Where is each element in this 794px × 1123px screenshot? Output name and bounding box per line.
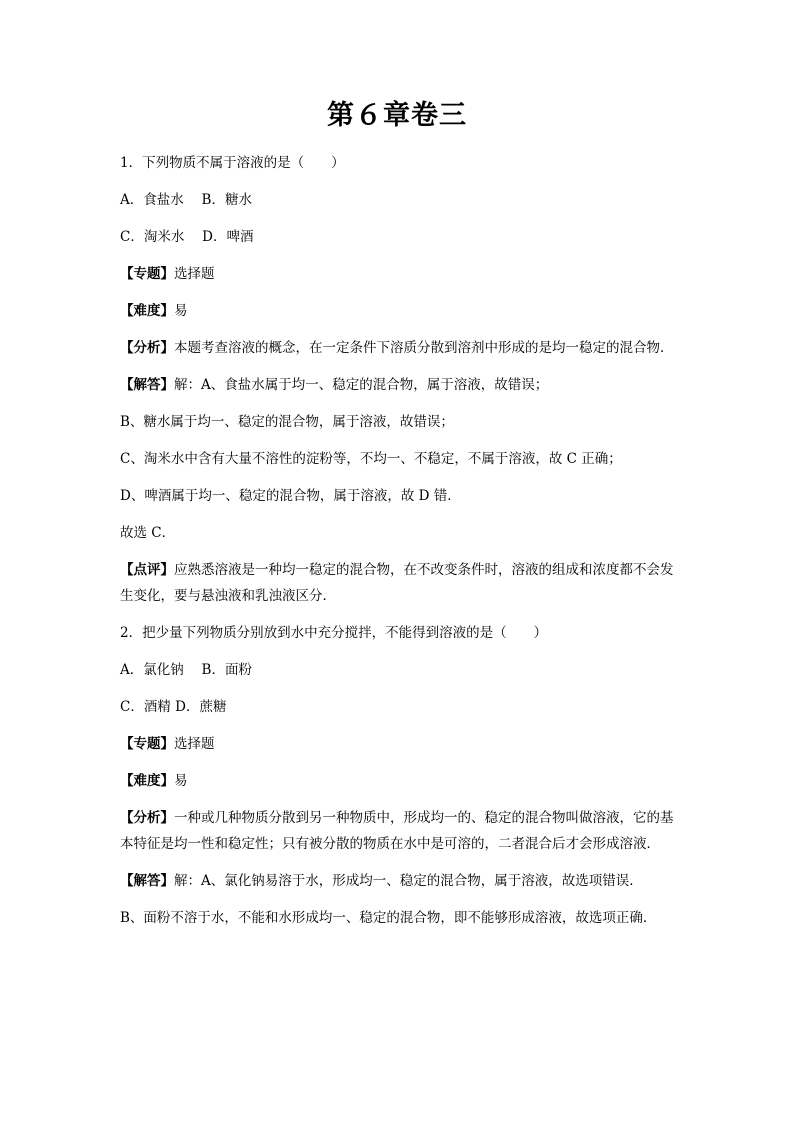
answer-text: 解：A、食盐水属于均一、稳定的混合物，属于溶液，故错误； (174, 377, 549, 393)
analysis-tag: 【分析】 (120, 340, 174, 356)
analysis-tag: 【分析】 (120, 810, 174, 826)
question-1-answer-line-3: C、淘米水中含有大量不溶性的淀粉等，不均一、不稳定，不属于溶液，故 C 正确； (120, 451, 622, 467)
answer-tag: 【解答】 (120, 873, 174, 889)
question-1-analysis (120, 335, 676, 361)
analysis-text: 本题考查溶液的概念，在一定条件下溶质分散到溶剂中形成的是均一稳定的混合物． (174, 340, 674, 356)
question-1-answer-line-2: B、糖水属于均一、稳定的混合物，属于溶液，故错误； (120, 414, 454, 430)
question-1-difficulty (120, 298, 676, 324)
question-2-options-cd: C．酒精 D．蔗糖 (120, 699, 227, 715)
question-1-answer-line-5: 故选 C． (120, 525, 176, 541)
question-1-topic (120, 261, 676, 287)
document-body (120, 150, 676, 942)
analysis-text: 一种或几种物质分散到另一种物质中，形成均一的、稳定的混合物叫做溶液，它的基本特征是均一性和稳定性；只有被分散的物质在水中是可溶的，二者混合后才会形成溶液． (120, 810, 674, 852)
question-2-answer-line-1 (120, 868, 676, 894)
difficulty-tag: 【难度】 (120, 773, 174, 789)
question-1-options-cd: C．淘米水 D．啤酒 (120, 229, 254, 245)
question-1-stem: 1．下列物质不属于溶液的是（ ） (120, 155, 345, 171)
question-2-answer-line-2: B、面粉不溶于水，不能和水形成均一、稳定的混合物，即不能够形成溶液，故选项正确． (120, 910, 657, 926)
question-2-analysis (120, 805, 676, 857)
question-1-comment (120, 557, 676, 609)
difficulty-text: 易 (174, 773, 188, 789)
answer-tag: 【解答】 (120, 377, 174, 393)
topic-text: 选择题 (174, 266, 215, 282)
topic-tag: 【专题】 (120, 736, 174, 752)
question-2-options-ab: A．氯化钠 B．面粉 (120, 662, 252, 678)
answer-text: 解：A、氯化钠易溶于水，形成均一、稳定的混合物，属于溶液，故选项错误． (174, 873, 643, 889)
question-1-answer-line-4: D、啤酒属于均一、稳定的混合物，属于溶液，故 D 错． (120, 488, 461, 504)
question-2-topic (120, 731, 676, 757)
difficulty-tag: 【难度】 (120, 303, 174, 319)
topic-text: 选择题 (174, 736, 215, 752)
difficulty-text: 易 (174, 303, 188, 319)
page-title: 第６章卷三 (327, 100, 467, 131)
comment-text: 应熟悉溶液是一种均一稳定的混合物，在不改变条件时，溶液的组成和浓度都不会发生变化，要与悬浊液和乳浊液区分． (120, 562, 674, 604)
question-2-stem: 2．把少量下列物质分别放到水中充分搅拌，不能得到溶液的是（ ） (120, 625, 548, 641)
question-1-options-ab: A．食盐水 B．糖水 (120, 192, 252, 208)
comment-tag: 【点评】 (120, 562, 174, 578)
question-1-answer-line-1 (120, 372, 676, 398)
question-2-difficulty (120, 768, 676, 794)
topic-tag: 【专题】 (120, 266, 174, 282)
